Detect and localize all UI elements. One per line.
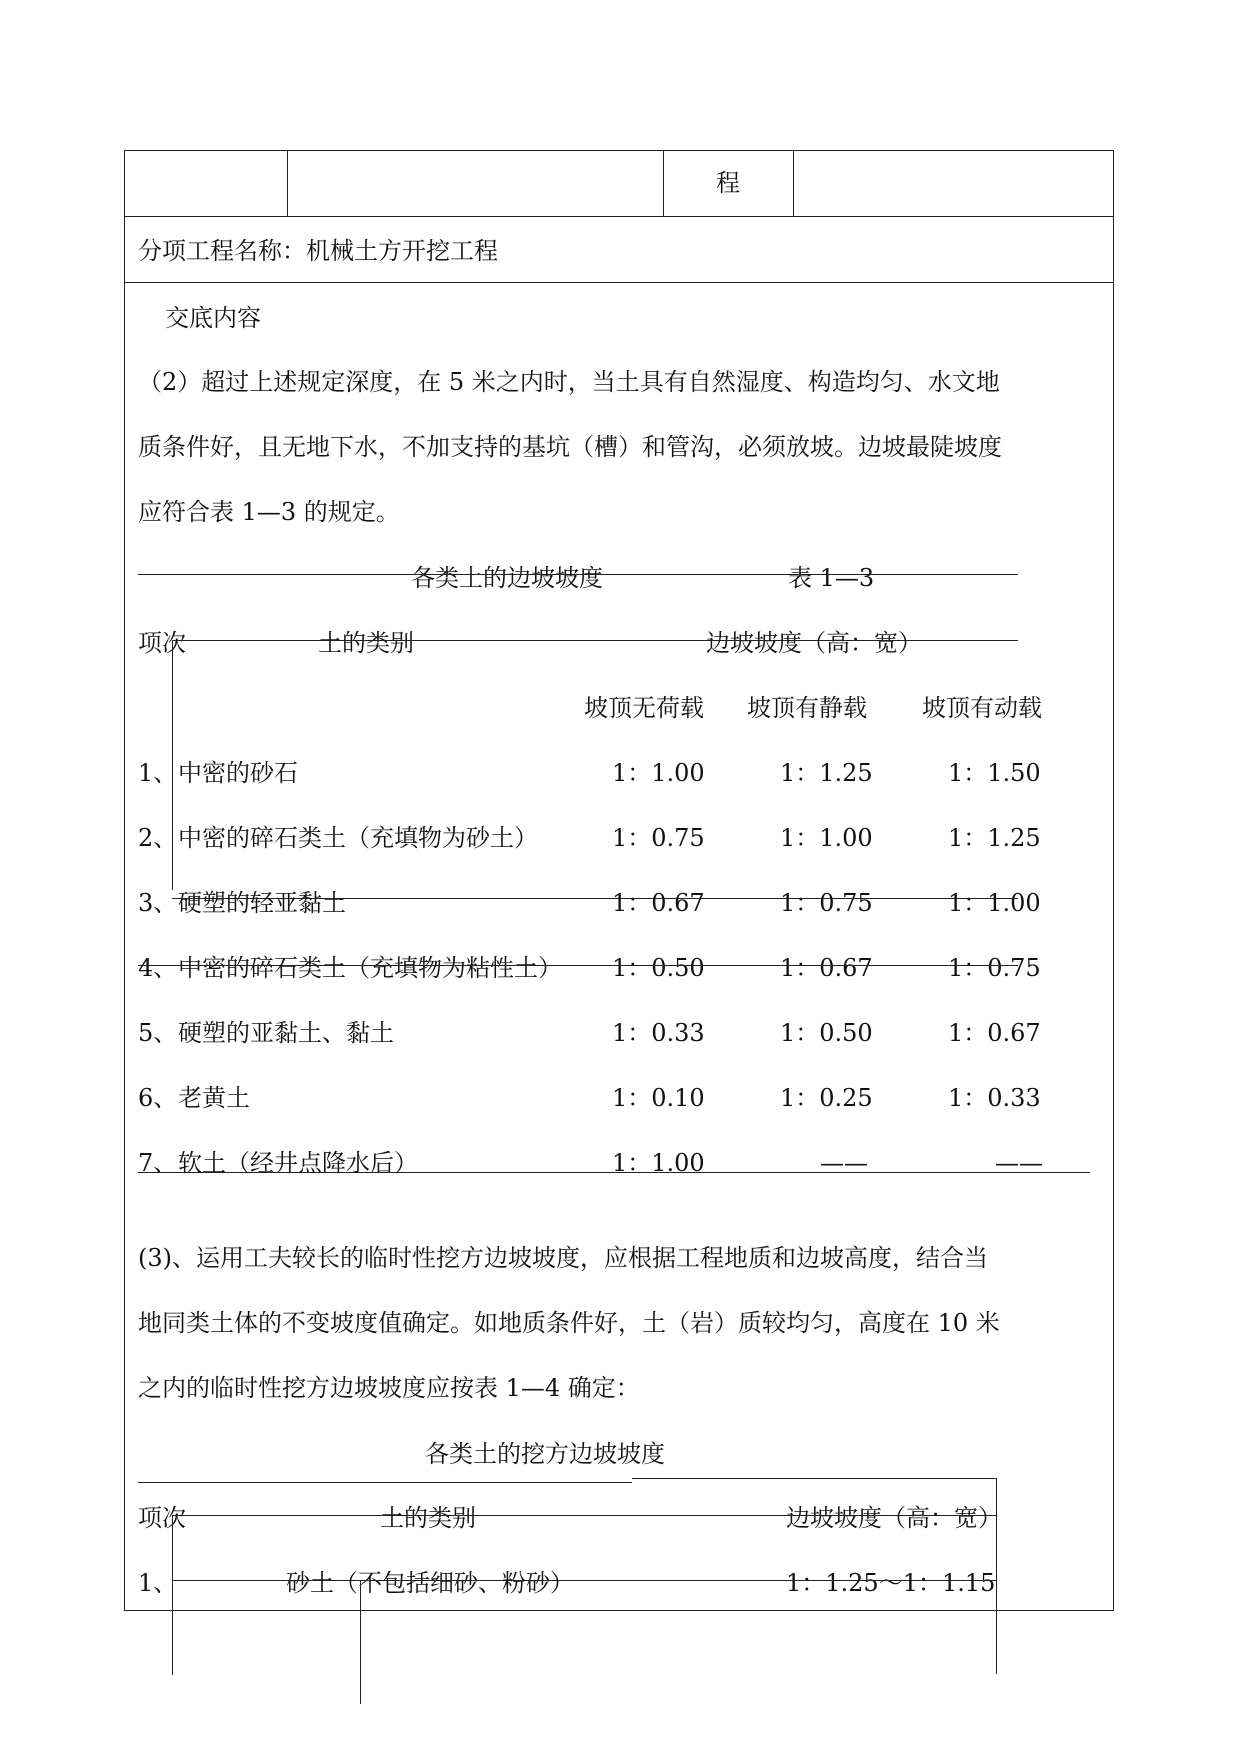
table13-row-v1: 1：0.50: [612, 954, 705, 982]
table14-row-type: 砂土（不包括细砂、粉砂）: [286, 1569, 574, 1597]
header-cell-cheng: 程: [716, 169, 740, 197]
table13-row-v3: 1：0.67: [948, 1019, 1041, 1047]
table13-row-no: 3、: [138, 889, 178, 917]
table13-row-v3: 1：1.50: [948, 759, 1041, 787]
table13-row-v1: 1：1.00: [612, 759, 705, 787]
table13-sub-header-1: 坡顶无荷载: [584, 694, 704, 722]
table13-row-no: 7、: [138, 1149, 178, 1177]
table13-header-rule: [172, 640, 1018, 641]
table13-row-type: 中密的碎石类土（充填物为砂土）: [178, 824, 538, 852]
table13-row-no: 1、: [138, 759, 178, 787]
table14-row-slope: 1：1.25～1：1.15: [786, 1569, 996, 1597]
table13-sub-header-3: 坡顶有动载: [922, 694, 1042, 722]
table13-row-v3: 1：1.00: [948, 889, 1041, 917]
table13-row-no: 4、: [138, 954, 178, 982]
content-label: 交底内容: [165, 304, 261, 332]
table13-row-v3: 1：1.25: [948, 824, 1041, 852]
frame-top: [124, 150, 1114, 151]
table13-row-v1: 1：0.10: [612, 1084, 705, 1112]
table13-col-type: 土的类别: [318, 629, 414, 657]
table14-header-rule: [172, 1515, 996, 1516]
header-divider-1: [287, 150, 288, 216]
table13-row-type: 硬塑的亚黏土、黏土: [178, 1019, 394, 1047]
header-divider-2: [663, 150, 664, 216]
sub-project-name: 分项工程名称：机械土方开挖工程: [138, 237, 498, 265]
table13-row-v2: 1：1.00: [780, 824, 873, 852]
table13-row-v3: ——: [995, 1149, 1043, 1177]
header-row-separator: [124, 216, 1114, 217]
table14-top-rule-right: [632, 1478, 997, 1479]
table14-col-index: 项次: [138, 1504, 186, 1532]
table13-row-v1: 1：0.75: [612, 824, 705, 852]
table13-number: 表 1—3: [788, 564, 875, 592]
table13-row-v2: 1：0.50: [780, 1019, 873, 1047]
table13-row-type: 老黄土: [178, 1084, 250, 1112]
table14-type-divider: [360, 1580, 361, 1704]
table13-top-rule: [138, 574, 1018, 575]
table13-row-no: 6、: [138, 1084, 178, 1112]
table14-col-type: 土的类别: [380, 1504, 476, 1532]
para2-line-1: （2）超过上述规定深度，在 5 米之内时，当土具有自然湿度、构造均匀、水文地: [138, 368, 1000, 396]
table14-top-rule-left: [138, 1482, 632, 1483]
table14-title: 各类土的挖方边坡坡度: [425, 1440, 665, 1468]
table13-sub-header-2: 坡顶有静载: [747, 694, 867, 722]
table13-row-type: 软土（经井点降水后）: [178, 1149, 418, 1177]
para3-line-2: 地同类土体的不变坡度值确定。如地质条件好，土（岩）质较均匀，高度在 10 米: [138, 1309, 1000, 1337]
table13-row-no: 5、: [138, 1019, 178, 1047]
table13-row-v1: 1：1.00: [612, 1149, 705, 1177]
frame-right: [1113, 150, 1114, 1610]
table13-row-type: 中密的碎石类土（充填物为粘性土）: [178, 954, 562, 982]
para2-line-2: 质条件好，且无地下水，不加支持的基坑（槽）和管沟，必须放坡。边坡最陡坡度: [138, 433, 1002, 461]
table14-col-slope: 边坡坡度（高：宽）: [786, 1504, 1002, 1532]
table13-title: 各类土的边坡坡度: [411, 564, 603, 592]
header-divider-3: [793, 150, 794, 216]
table14-row-rule: [172, 1580, 996, 1581]
para3-line-3: 之内的临时性挖方边坡坡度应按表 1—4 确定：: [138, 1374, 640, 1402]
table13-row-v2: 1：0.75: [780, 889, 873, 917]
table13-row-v2: 1：1.25: [780, 759, 873, 787]
table13-row-v2: 1：0.67: [780, 954, 873, 982]
table13-row-v1: 1：0.33: [612, 1019, 705, 1047]
table13-row-no: 2、: [138, 824, 178, 852]
table13-row-type: 硬塑的轻亚黏土: [178, 889, 346, 917]
para2-line-3: 应符合表 1—3 的规定。: [138, 498, 400, 526]
sub-project-separator: [124, 282, 1114, 283]
frame-bottom: [124, 1610, 1114, 1611]
table13-row-v2: ——: [820, 1149, 868, 1177]
table13-row-v2: 1：0.25: [780, 1084, 873, 1112]
table13-row4-rule: [138, 965, 1018, 966]
table13-bottom-rule: [138, 1172, 1090, 1173]
frame-left: [124, 150, 125, 1610]
table13-col-slope: 边坡坡度（高：宽）: [706, 629, 922, 657]
table13-col-index: 项次: [138, 629, 186, 657]
table13-row-v3: 1：0.75: [948, 954, 1041, 982]
para3-line-1: (3)、运用工夫较长的临时性挖方边坡坡度，应根据工程地质和边坡高度，结合当: [138, 1244, 988, 1272]
table13-row-v3: 1：0.33: [948, 1084, 1041, 1112]
table13-row-type: 中密的砂石: [178, 759, 298, 787]
table13-row-v1: 1：0.67: [612, 889, 705, 917]
table14-row-no: 1、: [138, 1569, 178, 1597]
